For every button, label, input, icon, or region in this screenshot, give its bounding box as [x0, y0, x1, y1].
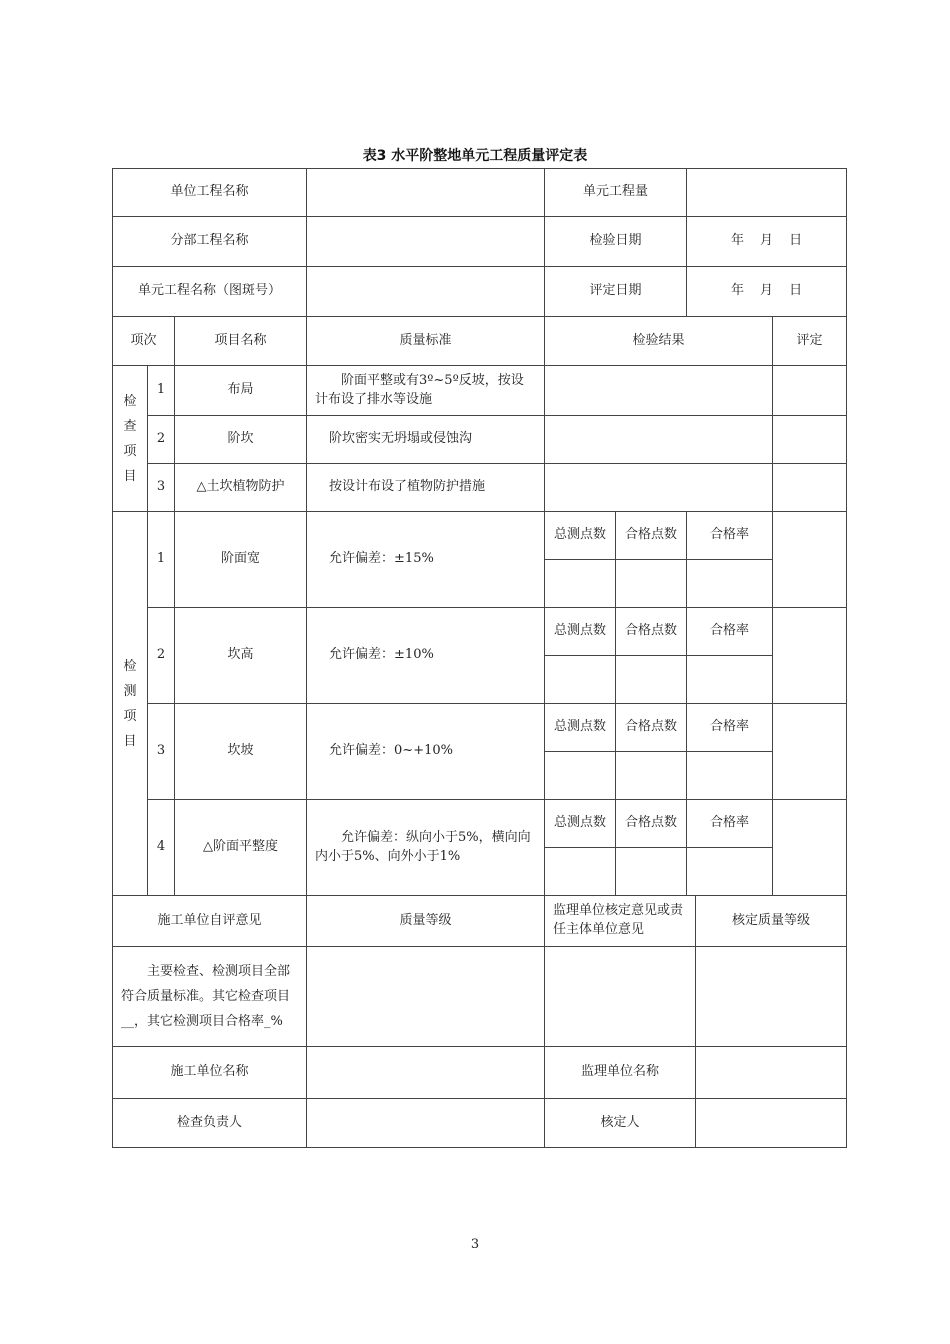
unit-project-quantity-label: 单元工程量 [545, 169, 687, 217]
supervisor-name-label: 监理单位名称 [545, 1047, 696, 1099]
unit-project-name-label: 单位工程名称 [113, 169, 307, 217]
measure-item-standard: 允许偏差：纵向小于5%，横向向内小于5%、向外小于1% [307, 800, 545, 896]
measure-item-standard: 允许偏差：0~+10% [307, 704, 545, 800]
measure-item-standard: 允许偏差：±10% [307, 608, 545, 704]
month-label: 月 [760, 233, 774, 249]
qualified-points-label: 合格点数 [616, 800, 687, 848]
check-row-1 [113, 366, 847, 416]
supervisor-name-value[interactable] [696, 1047, 847, 1099]
self-eval-label: 施工单位自评意见 [113, 896, 307, 947]
pass-rate-label: 合格率 [687, 608, 773, 656]
day-label: 日 [789, 233, 803, 249]
quality-grade-label: 质量等级 [307, 896, 545, 947]
unit-name-value[interactable] [307, 267, 545, 317]
supervisor-opinion-value[interactable] [545, 947, 696, 1047]
verified-grade-label: 核定质量等级 [696, 896, 847, 947]
qualified-points-label: 合格点数 [616, 608, 687, 656]
opinion-content-row [113, 947, 847, 1047]
self-eval-text: 主要检查、检测项目全部符合质量标准。其它检查项目__，其它检测项目合格率_% [113, 947, 307, 1047]
inspection-date-value[interactable] [687, 217, 847, 267]
verifier-label: 核定人 [545, 1099, 696, 1148]
measure-item-evaluation[interactable] [773, 512, 847, 608]
qualified-points-value[interactable] [616, 656, 687, 704]
col-item-no: 项次 [113, 317, 175, 366]
total-points-value[interactable] [545, 656, 616, 704]
year-label: 年 [731, 283, 745, 299]
measure-item-evaluation[interactable] [773, 608, 847, 704]
measure-item-name: △阶面平整度 [175, 800, 307, 896]
pass-rate-value[interactable] [687, 656, 773, 704]
verifier-value[interactable] [696, 1099, 847, 1148]
check-item-name: △土坎植物防护 [175, 464, 307, 512]
pass-rate-label: 合格率 [687, 800, 773, 848]
col-inspection-result: 检验结果 [545, 317, 773, 366]
measure-row-1-header [113, 512, 847, 560]
measure-row-2-header [113, 608, 847, 656]
qualified-points-value[interactable] [616, 560, 687, 608]
col-item-name: 项目名称 [175, 317, 307, 366]
contractor-name-label: 施工单位名称 [113, 1047, 307, 1099]
page-title: 表3 水平阶整地单元工程质量评定表 [362, 148, 588, 164]
column-header-row [113, 317, 847, 366]
measure-items-group-label: 检 测 项 目 [113, 512, 148, 896]
check-item-no: 3 [148, 464, 175, 512]
supervisor-opinion-label: 监理单位核定意见或责任主体单位意见 [545, 896, 696, 947]
measure-row-3-header [113, 704, 847, 752]
measure-item-no: 1 [148, 512, 175, 608]
measure-item-name: 坎高 [175, 608, 307, 704]
total-points-label: 总测点数 [545, 704, 616, 752]
total-points-label: 总测点数 [545, 512, 616, 560]
inspector-value[interactable] [307, 1099, 545, 1148]
opinion-header-row [113, 896, 847, 947]
check-item-no: 2 [148, 416, 175, 464]
division-project-name-value[interactable] [307, 217, 545, 267]
qualified-points-value[interactable] [616, 752, 687, 800]
qualified-points-label: 合格点数 [616, 512, 687, 560]
unit-project-quantity-value[interactable] [687, 169, 847, 217]
check-item-result[interactable] [545, 464, 773, 512]
unit-name-row [113, 1047, 847, 1099]
day-label: 日 [789, 283, 803, 299]
measure-item-name: 阶面宽 [175, 512, 307, 608]
check-item-result[interactable] [545, 416, 773, 464]
check-item-name: 阶坎 [175, 416, 307, 464]
measure-row-4-header [113, 800, 847, 848]
measure-item-name: 坎坡 [175, 704, 307, 800]
qualified-points-label: 合格点数 [616, 704, 687, 752]
total-points-label: 总测点数 [545, 800, 616, 848]
pass-rate-value[interactable] [687, 848, 773, 896]
check-item-name: 布局 [175, 366, 307, 416]
qualified-points-value[interactable] [616, 848, 687, 896]
total-points-label: 总测点数 [545, 608, 616, 656]
check-item-result[interactable] [545, 366, 773, 416]
measure-item-no: 2 [148, 608, 175, 704]
division-project-name-label: 分部工程名称 [113, 217, 307, 267]
evaluation-date-value[interactable] [687, 267, 847, 317]
pass-rate-value[interactable] [687, 560, 773, 608]
check-item-standard: 阶坎密实无坍塌或侵蚀沟 [307, 416, 545, 464]
inspector-label: 检查负责人 [113, 1099, 307, 1148]
check-item-evaluation[interactable] [773, 416, 847, 464]
check-item-standard: 按设计布设了植物防护措施 [307, 464, 545, 512]
total-points-value[interactable] [545, 560, 616, 608]
col-evaluation: 评定 [773, 317, 847, 366]
measure-item-no: 4 [148, 800, 175, 896]
unit-name-label: 单元工程名称（图斑号） [113, 267, 307, 317]
pass-rate-label: 合格率 [687, 512, 773, 560]
quality-grade-value[interactable] [307, 947, 545, 1047]
inspection-date-label: 检验日期 [545, 217, 687, 267]
check-item-evaluation[interactable] [773, 464, 847, 512]
check-items-group-label: 检 查 项 目 [113, 366, 148, 512]
page-number: 3 [470, 1237, 480, 1252]
measure-item-no: 3 [148, 704, 175, 800]
evaluation-date-label: 评定日期 [545, 267, 687, 317]
pass-rate-value[interactable] [687, 752, 773, 800]
header-row-unit-project [113, 169, 847, 217]
check-item-standard: 阶面平整或有3º~5º反坡，按设计布设了排水等设施 [307, 366, 545, 416]
measure-item-evaluation[interactable] [773, 800, 847, 896]
pass-rate-label: 合格率 [687, 704, 773, 752]
header-row-unit-name [113, 267, 847, 317]
total-points-value[interactable] [545, 848, 616, 896]
check-item-evaluation[interactable] [773, 366, 847, 416]
measure-item-standard: 允许偏差：±15% [307, 512, 545, 608]
unit-project-name-value[interactable] [307, 169, 545, 217]
check-item-no: 1 [148, 366, 175, 416]
check-row-3 [113, 464, 847, 512]
quality-evaluation-table [112, 168, 847, 1148]
contractor-name-value[interactable] [307, 1047, 545, 1099]
month-label: 月 [760, 283, 774, 299]
signature-row [113, 1099, 847, 1148]
col-quality-standard: 质量标准 [307, 317, 545, 366]
measure-item-evaluation[interactable] [773, 704, 847, 800]
check-row-2 [113, 416, 847, 464]
year-label: 年 [731, 233, 745, 249]
verified-grade-value[interactable] [696, 947, 847, 1047]
total-points-value[interactable] [545, 752, 616, 800]
header-row-division [113, 217, 847, 267]
